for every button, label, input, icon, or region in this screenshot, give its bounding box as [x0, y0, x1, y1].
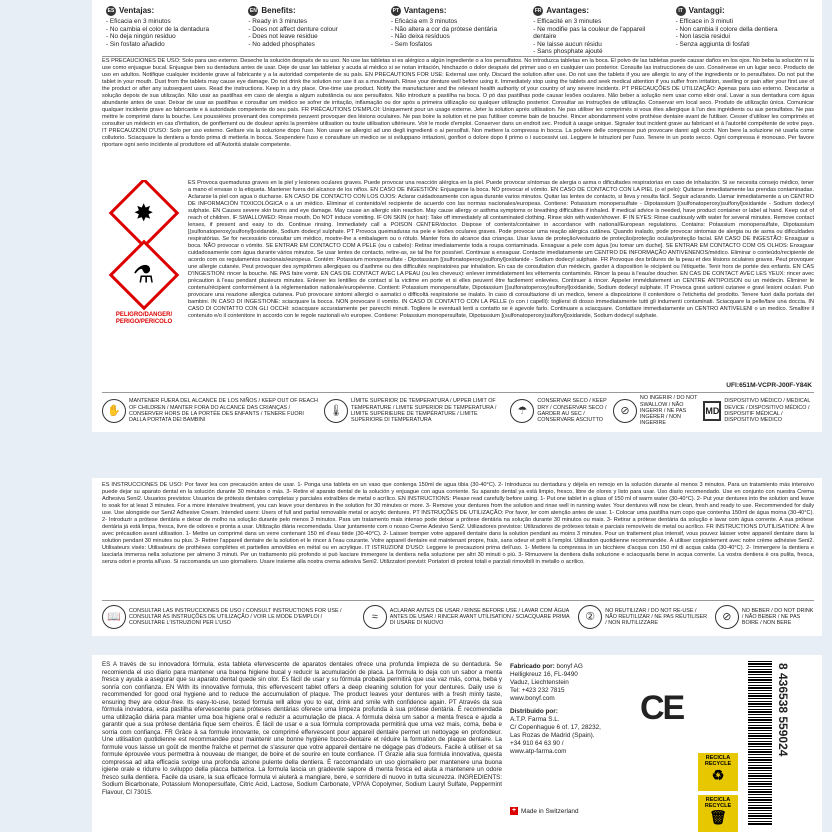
benefit-item: - Sin fosfato añadido [106, 40, 165, 48]
md-icon: MD [703, 401, 721, 421]
ce-mark: CE [640, 689, 684, 727]
corrosive-icon: ⚗ [109, 240, 180, 311]
manufacturer-name: bonyf AG [556, 663, 583, 670]
child-reach-icon: ✋ [102, 399, 126, 423]
benefit-item: - Ne modifie pas la couleur de l'appareil dentaire [533, 25, 646, 41]
ufi-code: UFI:651M-VCPR-J00F-Y84K [726, 382, 812, 389]
benefits-title: Vantaggi: [688, 6, 725, 16]
barcode [748, 661, 772, 826]
benefits-title: Vantagens: [403, 6, 447, 16]
distributor-city: Las Rozas de Madrid (Spain). [510, 732, 595, 739]
address-block [510, 663, 614, 756]
benefits-it [672, 4, 814, 56]
marketing-text: ES A través de su innovadora fórmula, esta tableta efervescente de aparatos dentales ofrece una profunda limpieza de su dentadura. Se recomienda el uso diario para mantener una buena higiene bucal y reducir la acumulación de placa. La fórmula lo deja con un sabor a menta fresca y ayuda a asegurar que su aparato dental quede sin olor. Es fácil de usar y su fórmula probada permitirá que usa vaz más, coma, beba y sonría con confianza. EN With its innovative formula, this effervescent tablet offers a deep cleaning solution for your dentures. Daily use is recommended for good oral hygiene and to reduce the accumulation of plaque. The product leaves your dentures with a fresh minty taste, ensuring they are odour-free. Its easy-to-use, tested formula will allow you to eat, drink and smile with confidence again. PT Através da sua fórmula inovadora, esta pastilha efervescente para próteses dentárias oferece uma limpeza profunda à sua prótese dentária. É recomendada uma utilização diária para manter uma boa higiene oral e reduzir a acumulação de placa. A fórmula deixa um sabor a menta fresca e ajuda a garantir que a sua prótese dentária fique sem cheiros. É fácil de usar e a sua fórmula comprovada permitirá que uma vez mais, coma, beba e sorria com confiança. FR Grâce à sa formule innovante, ce comprimé effervescent pour appareil dentaire permet un nettoyage en profondeur. Une utilisation quotidienne est recommandée pour maintenir une bonne hygiène bucco-dentaire et réduire la formation de plaque dentaire. La formule vous laisse un goût de menthe fraîche et permet de s'assurer que votre appareil dentaire ne dégage pas d'odeurs. Facile à utiliser et sa formule éprouvée vous permettra à nouveau de manger, de boire et de sourire en toute confiance. IT Grazie alla sua formula innovativa, questa compressa ad alta efficacia svolge una profonda azione pulente della dentiera. È raccomandato un uso giornaliero per mantenere una buona igiene orale e ridurre lo sviluppo della placca batterica. La formula lascia un gradevole sapore di menta fresca ed aiuta a mantenere un odore fresco sulla dentiera. Facile da usare, la sua efficace formula vi aiuterà a mangiare, bere, e sorridere di nuovo in tutta sicurezza. INGREDIENTS: Sodium Bicarbonate, Potassium Monopersulfate, Citric Acid, Lactose, Sodium Carbonate, VP/VA Copolymer, Sodium Lauryl Sulfate, Peppermint Flavour, CI 73015. [102, 661, 502, 796]
precautions-text: ES PRECAUCIONES DE USO: Solo para uso externo. Deseche la solución después de su uso. No use las tabletas si es alérgico a algún ingrediente o a los persulfatos. No introduzca tabletas en la boca. El polvo de las tabletas puede causar daños en los ojos. No beba la solución ni la use como enjuague bucal. Enjuague bien su dentadura antes de usar. Deje de usar las tabletas y acuda al médico si se notan irritación, hinchazón o dolor después del primer uso o en cualquier uso posterior. Consulte las instrucciones de uso. Consérvese en un lugar seco. Producto de uso en adultos. Notifique cualquier incidente grave al fabricante y a la autoridad competente de su país. EN PRECAUTIONS FOR USE: External use only. Discard the solution after use. Do not use the tablets if you are allergic to any of the ingredients or to persulfates. Do not put the tablet in your mouth. Dust from the tablets may cause eye damage. Do not drink the solution nor use it as a mouthwash. Rinse your denture well before using it. Immediately stop using the tablets and seek medical attention if you suffer from irritation, swelling or pain after your first use of the product or after any subsequent uses. Read the instructions. Keep in a dry place. One-time use product. Notify the manufacturer and the relevant health authority of your country of any severe incidents. PT PRECAUÇÕES DE UTILIZAÇÃO: Apenas para uso externo. Descartar a solução depois de sua utilização. Não usar as pastilhas em caso de alergia a algum substância ou aos persulfatos. Não introduzir a pastilha na boca. O pó das pastilhas pode causar lesões oculares. Não beber a solução nem usar como elixir oral. Lavar a sua dentadura com água abundante antes de usar. Deixar de usar as pastilhas e consultar um médico se sofrer de irritação, inflamação ou dor após a primeira utilização ou qualquer utilização posterior. Consultar as instruções de utilização. Conservar em local seco. Produto de utilização única. Comunicar qualquer incidente grave ao fabricante e à autoridade competente do seu país. FR PRÉCAUTIONS D'EMPLOI: Uniquement pour un usage externe. Jeter la solution après utilisation. Ne pas utiliser les comprimés si vous êtes allergique à l'un des ingrédients ou aux persulfates. Ne pas mettre le comprimé dans la bouche. Les poussières provenant des comprimés peuvent provoquer des lésions oculaires. Ne pas boire la solution et ne pas l'utiliser comme bain de bouche. Rincer abondamment votre prothèse dentaire avant de l'utiliser. Cesser d'utiliser les comprimés et consulter un médecin en cas d'irritation, de gonflement ou de douleur après la première utilisation ou toute utilisation ultérieure. Voir le mode d'emploi. Conserver dans un endroit sec. Produit à usage unique. Signaler tout incident grave au fabricant et à l'autorité compétente de votre pays. IT PRECAUZIONI D'USO: Solo per uso esterno. Gettare via la soluzione dopo l'uso. Non usare se allergici ad uno degli ingredienti o ai persolfati. Non mettere la compressa in bocca. La polvere delle compresse può provocare danni agli occhi. Non bere la soluzione né usarla come collutorio. Sciacquare la dentiera a fondo prima di metterla in bocca. Sospendere l'uso e consultare un medico se si sviluppano irritazioni, gonfiori o dolore dopo il primo o i successivi usi. Leggere le istruzioni per l'uso. Tenere in un posto secco. Ogni compressa è monouso. Per favore riportare ogni serio incidente al produttore ed all'Autorità statale competente. [102, 58, 814, 148]
temperature-limit-icon: 🌡 [324, 399, 348, 423]
benefits-pt [387, 4, 529, 56]
instructions-text: ES INSTRUCCIONES DE USO: Por favor lea con precaución antes de usar. 1- Ponga una tableta en un vaso que contenga 150ml de agua tibia (30-40°C). 2- Introduzca su dentadura y déjela en remojo en la solución durante al menos 3 minutos. Para un tratamiento más intensivo puede dejar su aparato dental en la solución durante 30 minutos o más. 3- Retire el aparato dental de la solución y enjuague con agua corriente. Su aparato dental ya está limpio, fresco, libre de olores y listo para usar. Uso diario recomendado. Use en conjunto con nuestra Crema Adhesiva Seni2. Usuarios previstos: Usuarios de prótesis dentales completas y parciales extraíbles de metal o acrílico. EN INSTRUCTIONS: Please read carefully before using. 1- Put one tablet in a glass of 150 ml of warm water (30-40°C). 2- Put your dentures into the solution and leave to soak for at least 3 minutes. For a more intensive treatment, you can leave your dentures in the solution for 30 minutes or more. 3- Remove your dentures from the solution and rinse well in running water. Your dentures will now be clean, fresh and ready to use. Recommended for daily use. Use alongside our Seni2 Adhesive Cream. Intended users: Users of full and partial removable metal or acrylic dentures. PT INSTRUÇÕES DE UTILIZAÇÃO: Por favor, ler com atenção antes de usar. 1- Colocar uma pastilha num copo que contenha 150ml de água morna (30-40°C). 2- Introduzir a prótese dentária e deixar de molho na solução durante pelo menos 3 minutos. Para um tratamento mais intenso pode deixar a prótese dentária na solução durante 30 minutos ou mais. 3- Retirar a prótese dentária da solução e lavar com água corrente. A sua prótese dentária já está limpa, fresca, livre de odores e pronta a usar. Utilização diária recomendada. Usar juntamente com o nosso Creme Adesivo Seni2. Utilizadores previstos: Utilizadores de próteses totais e parciais removíveis de metal ou acrílico. FR INSTRUCTIONS D'UTILISATION: À lire avec précaution avant utilisation. 1- Mettre un comprimé dans un verre contenant 150 ml d'eau tiède (30-40°C). 2- Laisser tremper votre appareil dentaire dans la solution pendant au moins 3 minutes. Pour un traitement plus intensif, vous pouvez laisser votre appareil dentaire dans la solution pendant 30 minutes ou plus. 3- Retirer l'appareil dentaire de la solution et le rincer à l'eau courante. Votre appareil dentaire est maintenant propre, frais, sans odeur et prêt à l'emploi. Utilisation quotidienne recommandée. À utiliser conjointement avec notre crème adhésive Seni2. Utilisateurs visés: Utilisateurs de prothèses complètes et partielles amovibles en métal ou en acrylique. IT ISTRUZIONI D'USO: Leggere le precauzioni prima dell'uso. 1- Mettere la compressa in un bicchiere d'acqua con 150 ml di acqua calda (30-40°C). 2- Immergere la dentiera e lasciarla immersa nella soluzione per almeno 3 minuti. Per un trattamento più profondo si può lasciare immergere la dentiera nella soluzione per altri 30 minuti o più. 3- Rimuovere la dentiera dalla soluzione e sciacquarla bene in acqua corrente. La vostra dentiera è ora pulita, fresca, senza odori e pronta all'uso. Si raccomanda un uso giornaliero. Usare insieme alla nostra crema adesiva Seni2. Utilizzatori previsti: Portatori di protesi totali e parziali rimovibili in metallo o acrilico. [102, 482, 814, 565]
language-badge: IT [676, 6, 686, 16]
no-reuse-icon: ② [578, 605, 602, 629]
benefits-en [244, 4, 386, 56]
symbol-keep-from-children: ✋ MANTENER FUERA DEL ALCANCE DE LOS NIÑOS / KEEP OUT OF REACH OF CHILDREN / MANTER FORA DO ALCANCE DAS CRIANÇAS / CONSERVER HORS DE LA PORTÉE DES ENFANTS / TENERE FUORI DALLA PORTATA DEI BAMBINI [102, 398, 318, 423]
benefit-item: - Efficace in 3 minuti [675, 18, 734, 25]
symbol-no-swallow: ⊘ NO INGERIR / DO NOT SWALLOW / NÃO INGERIR / NE PAS INGÉRER / NON INGERIRE [613, 395, 697, 426]
benefit-item: - Não altera a cor da prótese dentária [390, 25, 498, 33]
language-badge: EN [249, 8, 257, 14]
recycle-badge-2: RECICLA RECYCLE 🗑 [698, 795, 738, 832]
symbol-medical-device: MD DISPOSITIVO MÉDICO / MEDICAL DEVICE / DISPOSITIVO MÉDICO / DISPOSITIF MÉDICAL / DISPOSITIVO MEDICO [705, 398, 811, 424]
benefits-es [102, 4, 244, 56]
benefit-item: - Does not affect denture colour [248, 25, 338, 33]
benefit-item: - Eficácia em 3 minutos [390, 18, 458, 25]
language-badge: FR [534, 8, 542, 14]
manufacturer-street: Helligkreuz 16, FL-9490 [510, 671, 578, 678]
distributor-street: C/ Copenhague 6 of. 17, 28232, [510, 724, 601, 731]
language-badge: PT [392, 8, 399, 14]
no-drink-icon: ⊘ [715, 605, 739, 629]
benefit-item: - Non lascia residui [675, 33, 730, 41]
benefits-title: Avantages: [546, 6, 590, 16]
benefits-title: Benefits: [261, 6, 296, 16]
symbol-rinse: ≈ ACLARAR ANTES DE USAR / RINSE BEFORE USE / LAVAR COM ÁGUA ANTES DE USAR / RINCER AVANT UTILISATION / SCIACQUARE PRIMA DI USARE DI NUOVO [363, 605, 573, 629]
symbol-keep-dry: ☂ CONSERVAR SECO / KEEP DRY / CONSERVAR SECO / GARDER AU SEC / CONSERVARE ASCIUTTO [510, 398, 607, 423]
symbol-no-reuse: ② NO REUTILIZAR / DO NOT RE-USE / NÃO REUTILIZAR / NE PAS RÉUTILISER / NON RIUTILIZZARE [578, 605, 709, 629]
benefit-item: - Does not leave residue [248, 33, 318, 41]
benefit-item: - Sans phosphate ajouté [533, 48, 603, 56]
swiss-flag-icon: + [511, 807, 517, 814]
benefit-item: - No added phosphates [248, 40, 315, 48]
keep-dry-icon: ☂ [510, 399, 534, 423]
symbols-row-top [102, 392, 814, 429]
trash-bin-icon: 🗑 [709, 809, 727, 825]
benefit-item: - Eficacia en 3 minutos [106, 18, 171, 25]
origin-note: + Made in Switzerland [511, 807, 579, 815]
hazard-warnings-text: ES Provoca quemaduras graves en la piel y lesiones oculares graves. Puede provocar una reacción alérgica en la piel. Puede provocar síntomas de alergia o asma o dificultades respiratorias en caso de inhalación. Si se necesita consejo médico, tener a mano el envase o la etiqueta. Mantener fuera del alcance de los niños. EN CASO DE INGESTIÓN: Enjuagarse la boca. NO provocar el vómito. EN CASO DE CONTACTO CON LA PIEL (o el pelo): Quitarse inmediatamente las prendas contaminadas. Aclararse la piel con agua o ducharse. EN CASO DE CONTACTO CON LOS OJOS: Aclarar cuidadosamente con agua durante varios minutos. Quitar las lentes de contacto, si lleva y resulta fácil. Seguir aclarando. Llamar inmediatamente a un CENTRO DE INFORMACIÓN TOXICOLÓGICA o a un médico. Eliminar el contenido/el recipiente de acuerdo con las normas nacionales/europeas. Contiene: Potassium monopersulfate - Dipotassium [(sulfonatoperoxy)sulfonyl]oxidanide - Sodium dodecyl sulphate. EN Causes severe skin burns and eye damage. May cause an allergic skin reaction. May cause allergy or asthma symptoms or breathing difficulties if inhaled. If medical advice is needed, have product container or label at hand. Keep out of reach of children. IF SWALLOWED: Rinse mouth. Do NOT induce vomiting. IF ON SKIN (or hair): Take off immediately all contaminated clothing. Rinse skin with water/shower. IF IN EYES: Rinse cautiously with water for several minutes. Remove contact lenses, if present and easy to do. Continue rinsing. Immediately call a POISON CENTER/doctor. Dispose of contents/container in accordance with national/European regulations. Contains: Potassium monopersulfate, Dipotassium [(sulfonatoperoxy)sulfonyl]oxidanide, Sodium dodecyl sulphate. PT Provoca queimaduras na pele e lesões oculares graves. Pode provocar uma reação alérgica cutânea. Quando inalado, pode provocar sintomas de alergia ou de asma ou dificuldades respiratórias. Se for necessário consultar um médico, mostre-lhe a embalagem ou o rótulo. Manter fora do alcance das crianças. Usar luvas de proteção/vestuário de proteção/proteção ocular/proteção facial. EM CASO DE INGESTÃO: Enxaguar a boca. NÃO provocar o vómito. SE ENTRAR EM CONTACTO COM A PELE (ou o cabelo): Retirar imediatamente toda a roupa contaminada. Enxaguar a pele com água [ou tomar um duche]. SE ENTRAR EM CONTACTO COM OS OLHOS: Enxaguar cuidadosamente com água durante vários minutos. Se usar lentes de contacto, retire-as, se tal lhe for possível. Continuar a enxaguar. Contacte imediatamente um CENTRO DE INFORMAÇÃO ANTIVENENOS/médico. Eliminar o conteúdo/recipiente de acordo com os regulamentos nacionais/europeus. Contém: Potassium monopersulfate - Dipotassium [(sulfonatoperoxy)sulfonyl]oxidanide - Sodium dodecyl sulphate. FR Provoque des brûlures de la peau et des lésions oculaires graves. Peut provoquer une allergie cutanée. Peut provoquer des symptômes allergiques ou d'asthme ou des difficultés respiratoires par inhalation. En cas de consultation d'un médecin, garder à disposition le récipient ou l'étiquette. Tenir hors de portée des enfants. EN CAS D'INGESTION: rincer la bouche. NE PAS faire vomir. EN CAS DE CONTACT AVEC LA PEAU (ou les cheveux): enlever immédiatement les vêtements contaminés. Rincer la peau à l'eau/se doucher. EN CAS DE CONTACT AVEC LES YEUX: rincer avec précaution à l'eau pendant plusieurs minutes. Enlever les lentilles de contact si la victime en porte et si elles peuvent être facilement enlevées. Continuer à rincer. Appeler immédiatement un CENTRE ANTIPOISON ou un médecin. Éliminer le contenu/récipient conformément à la réglementation nationale/européenne. Contient: Potassium monopersulfate, Dipotassium [(sulfonatoperoxy)sulfonyl]oxidanide, Sodium dodecyl sulphate. IT Provoca gravi ustioni cutanee e gravi lesioni oculari. Può provocare una reazione allergica cutanea. Può provocare sintomi allergici o asmatici o difficoltà respiratorie se inalato. In caso di consultazione di un medico, tenere a disposizione il contenitore o l'etichetta del prodotto. Tenere fuori dalla portata dei bambini. IN CASO DI INGESTIONE: sciacquare la bocca. NON provocare il vomito. IN CASO DI CONTATTO CON LA PELLE (o con i capelli): togliersi di dosso immediatamente tutti gli indumenti contaminati. Sciacquare la pelle/fare una doccia. IN CASO DI CONTATTO CON GLI OCCHI: sciacquare accuratamente per parecchi minuti. Togliere le eventuali lenti a contatto se è agevole farlo. Continuare a sciacquare. Contattare immediatamente un CENTRO ANTIVELENI o un medico. Smaltire il contenuto e/o il contenitore in accordo con le regole nazionali e/o europee. Contiene: Potassium monopersulfate, Dipotassium [(sulfonatoperoxy)sulfonyl]oxidanide, Sodium dodecyl sulphate. [188, 180, 814, 319]
benefits-fr [529, 4, 671, 56]
benefit-item: - Sem fosfatos [390, 40, 433, 48]
symbols-row-bottom [102, 600, 814, 633]
distributor-web: www.atp-farma.com [510, 748, 567, 755]
benefit-item: - Non cambia il colore della dentiera [675, 25, 778, 33]
manufacturer-label: Fabricado por: [510, 663, 555, 670]
benefit-item: - Ready in 3 minutes [248, 18, 308, 25]
recycle-bin-icon: ♻ [711, 767, 725, 783]
benefit-item: - No cambia el color de la dentadura [106, 25, 210, 33]
label-panel-instructions [92, 478, 822, 636]
benefits-title: Ventajas: [119, 6, 155, 16]
benefit-item: - No deja ningún residuo [106, 33, 176, 41]
benefit-item: - Ne laisse aucun résidu [533, 40, 602, 48]
benefit-item: - Senza aggiunta di fosfati [675, 40, 750, 48]
symbol-no-drink: ⊘ NO BEBER / DO NOT DRINK / NÃO BEBER / NE PAS BOIRE / NON BERE [715, 605, 814, 629]
label-panel-marketing [92, 655, 822, 832]
language-badge: ES [107, 8, 115, 14]
recycle-badge-1: RECICLA RECYCLE ♻ [698, 753, 738, 791]
manufacturer-phone: Tel: +423 232 7815 [510, 687, 565, 694]
label-panel-precautions [92, 0, 822, 432]
manufacturer-city: Vaduz, Liechtenstein [510, 679, 569, 686]
symbol-temperature: 🌡 LÍMITE SUPERIOR DE TEMPERATURA / UPPER LIMIT OF TEMPERATURE / LIMITE SUPERIOR DE TEMPERATURA / LIMITE SUPÉRIEURE DE TEMPÉRATURE / LIMITE SUPERIORE DI TEMPERATURA [324, 398, 504, 423]
distributor-phone: +34 910 64 63 90 / [510, 740, 564, 747]
manufacturer-web: www.bonyf.com [510, 695, 555, 702]
consult-instructions-icon: 📖 [102, 605, 126, 629]
health-hazard-icon: ✸ [109, 180, 180, 248]
hazard-signal-word: PELIGRO/DANGER/ PERIGO/PERICOLO [115, 312, 173, 325]
no-swallow-icon: ⊘ [613, 399, 637, 423]
symbol-consult-instructions: 📖 CONSULTAR LAS INSTRUCCIONES DE USO / CONSULT INSTRUCTIONS FOR USE / CONSULTAR AS INSTRUÇÕES DE UTILIZAÇÃO / VOIR LE MODE D'EMPLOI / CONSULTARE L'ISTRUZIONI PER L'USO [102, 605, 357, 629]
distributor-name: A.T.P. Farma S.L. [510, 716, 560, 723]
rinse-before-use-icon: ≈ [363, 605, 387, 629]
hazard-pictograms [102, 180, 186, 380]
barcode-number: 8 436538 559024 [776, 663, 790, 757]
benefits-row [102, 4, 814, 57]
distributor-label: Distribuido por: [510, 708, 558, 715]
benefit-item: - Não deixa resíduos [390, 33, 450, 41]
benefit-item: - Efficacité en 3 minutes [533, 18, 602, 25]
